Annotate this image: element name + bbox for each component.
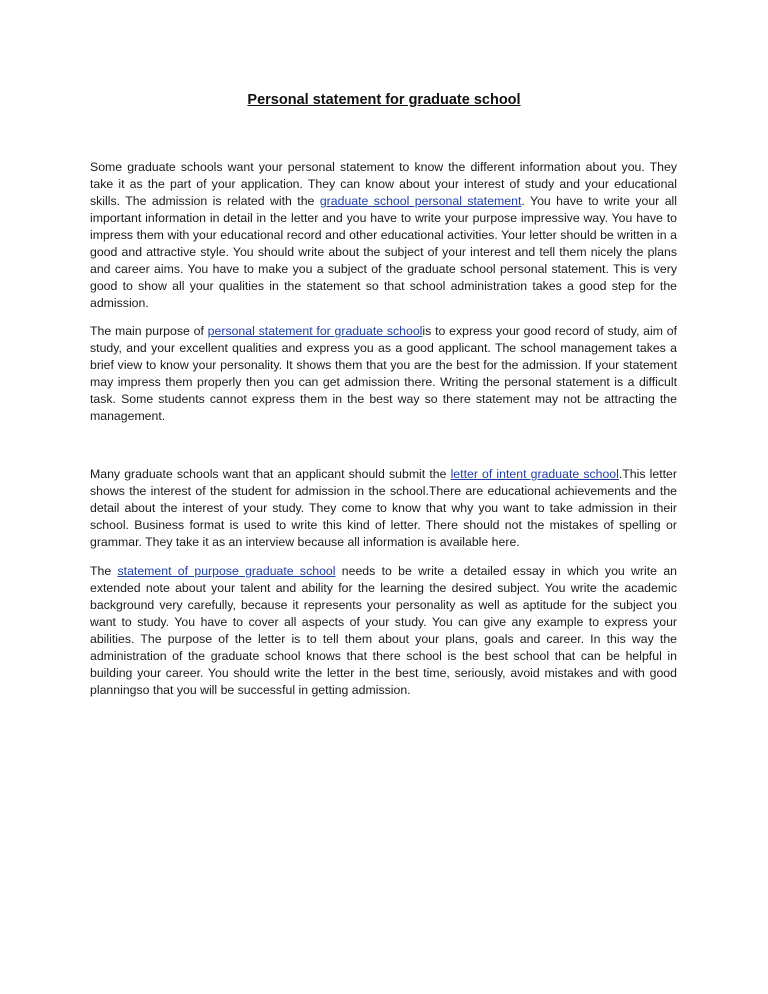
- paragraph-1-text-after: . You have to write your all important information in detail in the letter and you have to write your purpose impressive way. You have to impress them with your educational record and other educational activities. Your letter should be written in a good and attractive style. You should write about the subject of your interest and tell them nicely the plans and career aims. You have to make you a subject of the graduate school personal statement. This is very good to show all your qualities in the statement so that school administration takes a good step for the admission.: [90, 194, 677, 310]
- paragraph-3-text-before: Many graduate schools want that an applicant should submit the: [90, 467, 451, 481]
- paragraph-4: [90, 563, 677, 699]
- paragraph-1-text-before: Some graduate schools want your personal statement to know the different information about you. They take it as the part of your application. They can know about your interest of study and your educational skills. The admission is related with the: [90, 160, 677, 208]
- paragraph-2: [90, 323, 677, 425]
- paragraph-3-text-after: .This letter shows the interest of the student for admission in the school.There are educational achievements and the detail about the interest of your study. They come to know that why you want to take admission in their school. Business format is used to write this kind of letter. There should not the mistakes of spelling or grammar. They take it as an interview because all information is available here.: [90, 467, 677, 549]
- link-graduate-school-personal-statement[interactable]: graduate school personal statement: [319, 194, 522, 208]
- paragraph-2-text-after: is to express your good record of study, aim of study, and your excellent qualities and express you as a good applicant. The school management takes a brief view to know your personality. It shows them that you are the best for the admission. If your statement may impress them properly then you can get admission there. Writing the personal statement is a difficult task. Some students cannot express them in the best way so there statement may not be attracting the management.: [90, 324, 678, 423]
- paragraph-2-text-before: The main purpose of: [90, 324, 208, 338]
- paragraph-4-text-after: needs to be write a detailed essay in which you write an extended note about your talent and ability for the learning the desired subject. You write the academic background very carefully, because it represents your personality as well as aptitude for the subject you want to study. You have to cover all aspects of your study. You can give any example to express your abilities. The purpose of the letter is to tell them about your plans, goals and career. In this way the administration of the graduate school knows that there school is the best school that can be helpful in building your career. You should write the letter in the best time, seriously, avoid mistakes and with good planningso that you will be successful in getting admission.: [90, 564, 677, 697]
- link-personal-statement-for-graduate-school[interactable]: personal statement for graduate school: [207, 324, 423, 338]
- link-statement-of-purpose-graduate-school[interactable]: statement of purpose graduate school: [117, 564, 336, 578]
- paragraph-4-text-before: The: [90, 564, 118, 578]
- paragraph-1: [90, 159, 677, 312]
- page-title: Personal statement for graduate school: [247, 92, 521, 108]
- paragraph-3: [90, 466, 677, 551]
- link-letter-of-intent-graduate-school[interactable]: letter of intent graduate school: [450, 467, 619, 481]
